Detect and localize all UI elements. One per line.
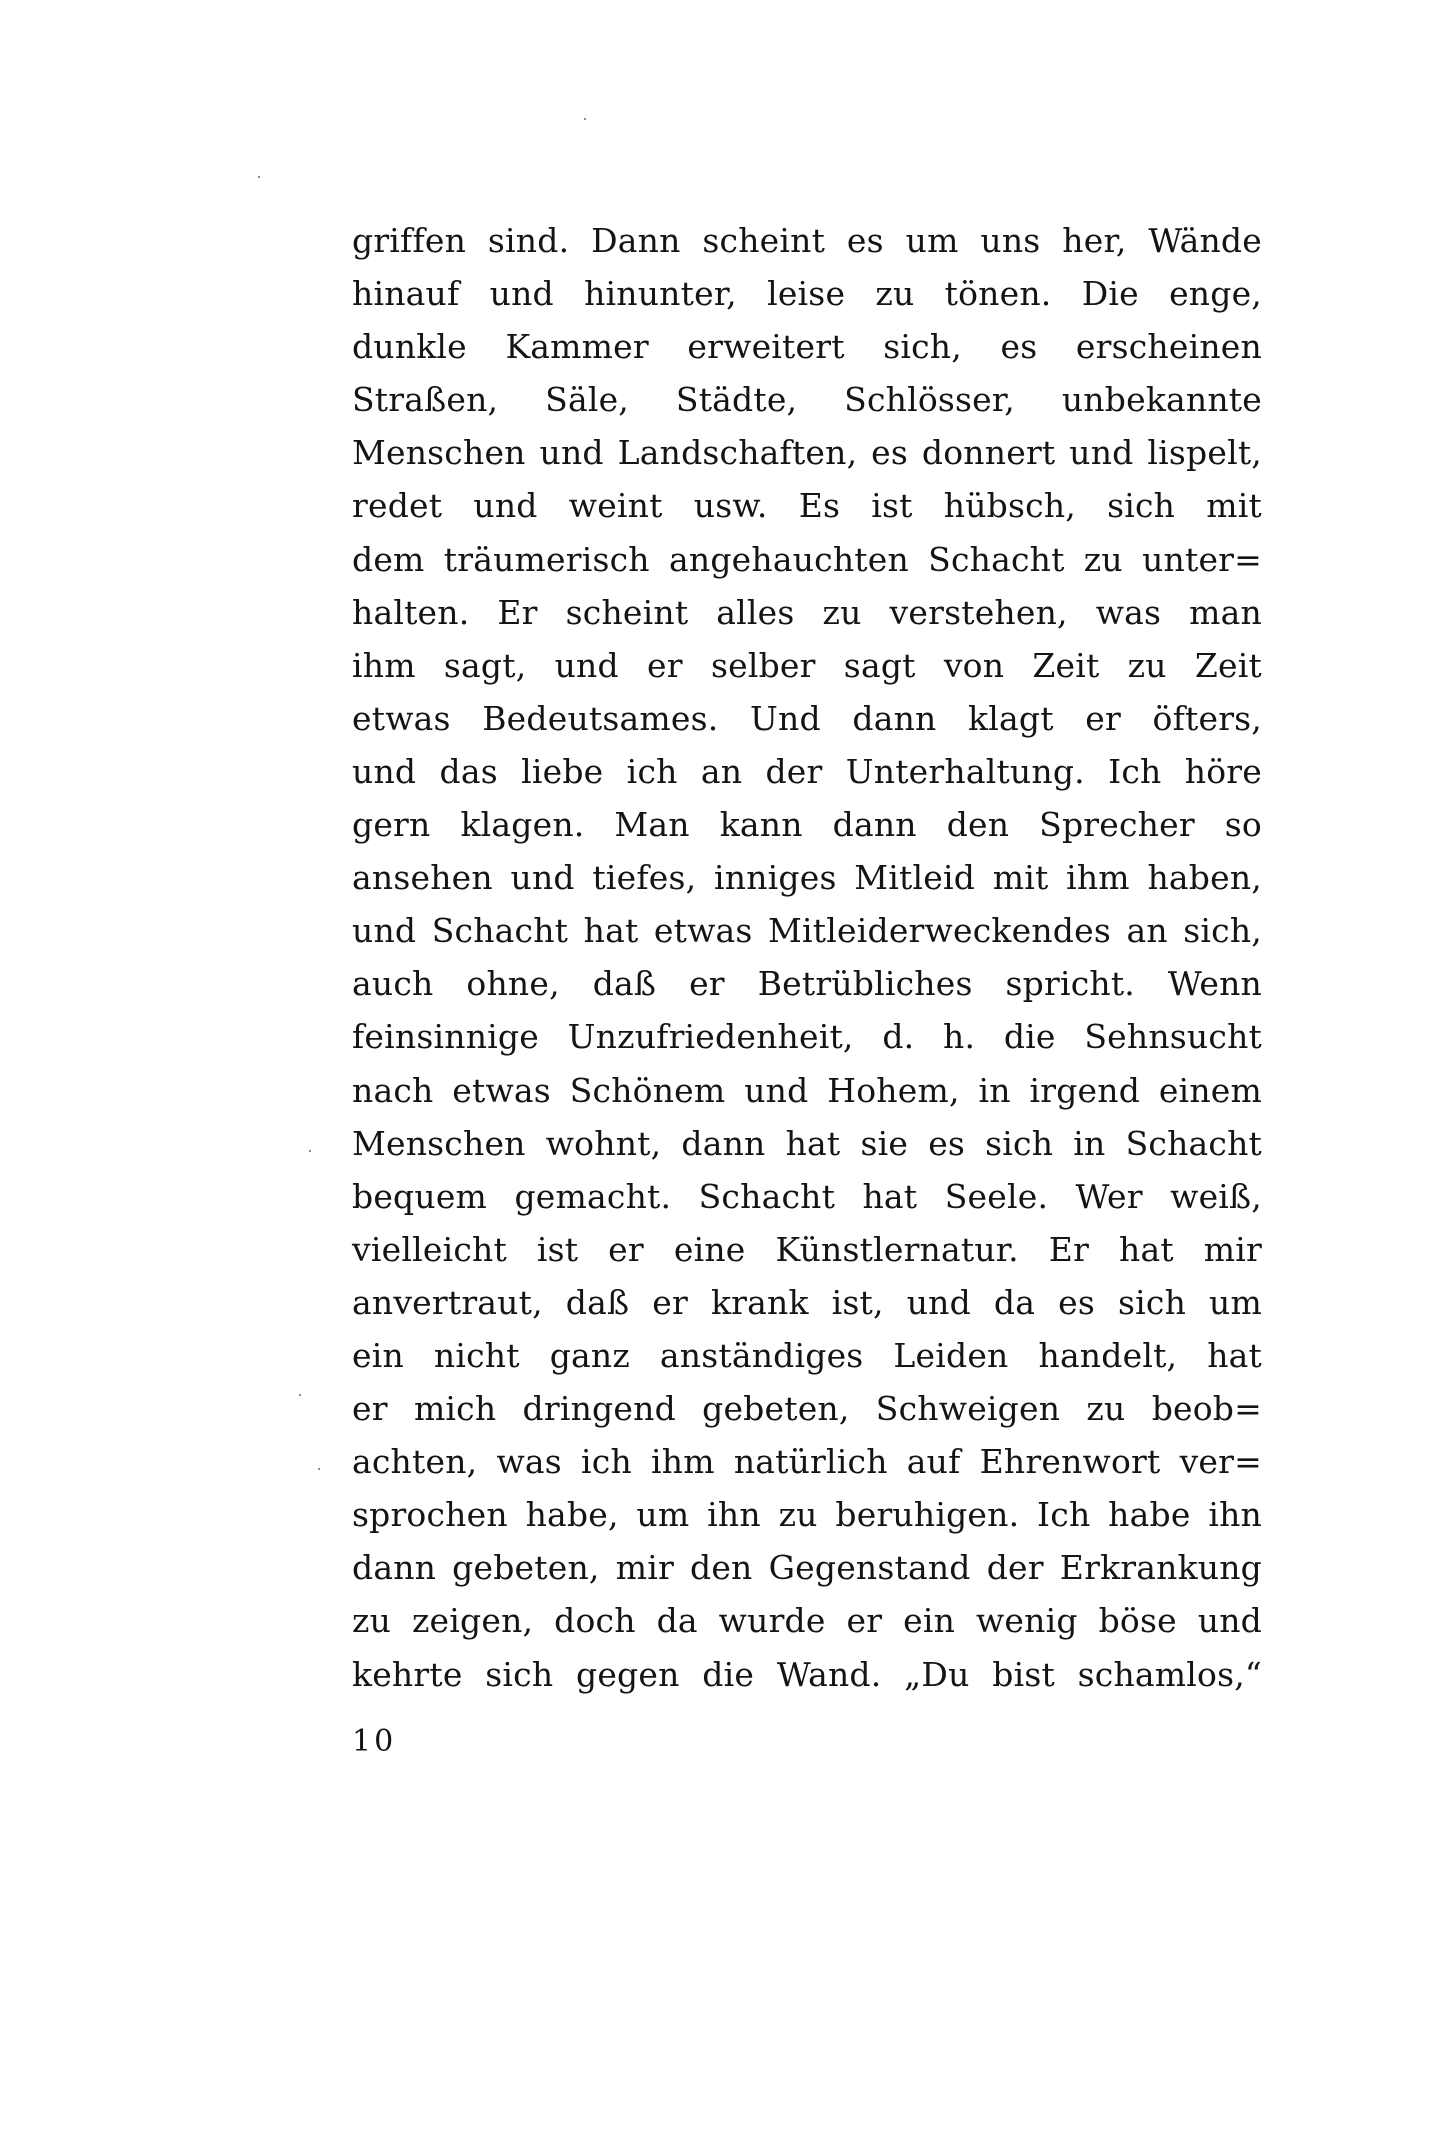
paper-speck (309, 1150, 311, 1152)
text-line: feinsinnige Unzufriedenheit, d. h. die Sehnsucht (352, 1017, 1262, 1057)
text-line: redet und weint usw. Es ist hübsch, sich mit (352, 486, 1262, 526)
text-line: bequem gemacht. Schacht hat Seele. Wer weiß, (352, 1176, 1262, 1216)
text-line: Menschen wohnt, dann hat sie es sich in Schacht (352, 1123, 1262, 1163)
page-number: 10 (352, 1724, 397, 1759)
text-line: gern klagen. Man kann dann den Sprecher so (352, 805, 1262, 845)
text-line: und das liebe ich an der Unterhaltung. Ich höre (352, 751, 1262, 791)
paper-speck (299, 1394, 301, 1396)
text-line: Menschen und Landschaften, es donnert und lispelt, (352, 433, 1262, 473)
text-line: vielleicht ist er eine Künstlernatur. Er hat mir (352, 1229, 1262, 1269)
body-text (352, 214, 1262, 1701)
text-line: anvertraut, daß er krank ist, und da es sich um (352, 1282, 1262, 1322)
text-line: dunkle Kammer erweitert sich, es erscheinen (352, 327, 1262, 367)
text-line: ein nicht ganz anständiges Leiden handelt, hat (352, 1335, 1262, 1375)
text-line: sprochen habe, um ihn zu beruhigen. Ich habe ihn (352, 1495, 1262, 1535)
paper-speck (318, 1468, 320, 1470)
text-line: zu zeigen, doch da wurde er ein wenig böse und (352, 1601, 1262, 1641)
text-line: hinauf und hinunter, leise zu tönen. Die enge, (352, 274, 1262, 314)
text-line: und Schacht hat etwas Mitleiderweckendes an sich, (352, 911, 1262, 951)
text-line: Straßen, Säle, Städte, Schlösser, unbekannte (352, 380, 1262, 420)
text-line: kehrte sich gegen die Wand. „Du bist schamlos,“ (352, 1654, 1262, 1694)
text-line: er mich dringend gebeten, Schweigen zu beob= (352, 1389, 1262, 1429)
text-line: dem träumerisch angehauchten Schacht zu unter= (352, 539, 1262, 579)
paper-speck (258, 176, 260, 178)
text-line: etwas Bedeutsames. Und dann klagt er öfters, (352, 698, 1262, 738)
text-line: nach etwas Schönem und Hohem, in irgend einem (352, 1070, 1262, 1110)
text-line: achten, was ich ihm natürlich auf Ehrenwort ver= (352, 1442, 1262, 1482)
text-line: ansehen und tiefes, inniges Mitleid mit ihm haben, (352, 858, 1262, 898)
text-line: halten. Er scheint alles zu verstehen, was man (352, 592, 1262, 632)
text-line: griffen sind. Dann scheint es um uns her, Wände (352, 221, 1262, 260)
text-line: auch ohne, daß er Betrübliches spricht. Wenn (352, 964, 1262, 1004)
text-line: ihm sagt, und er selber sagt von Zeit zu Zeit (352, 645, 1262, 685)
text-line: dann gebeten, mir den Gegenstand der Erkrankung (352, 1548, 1262, 1588)
paper-speck (584, 118, 586, 120)
